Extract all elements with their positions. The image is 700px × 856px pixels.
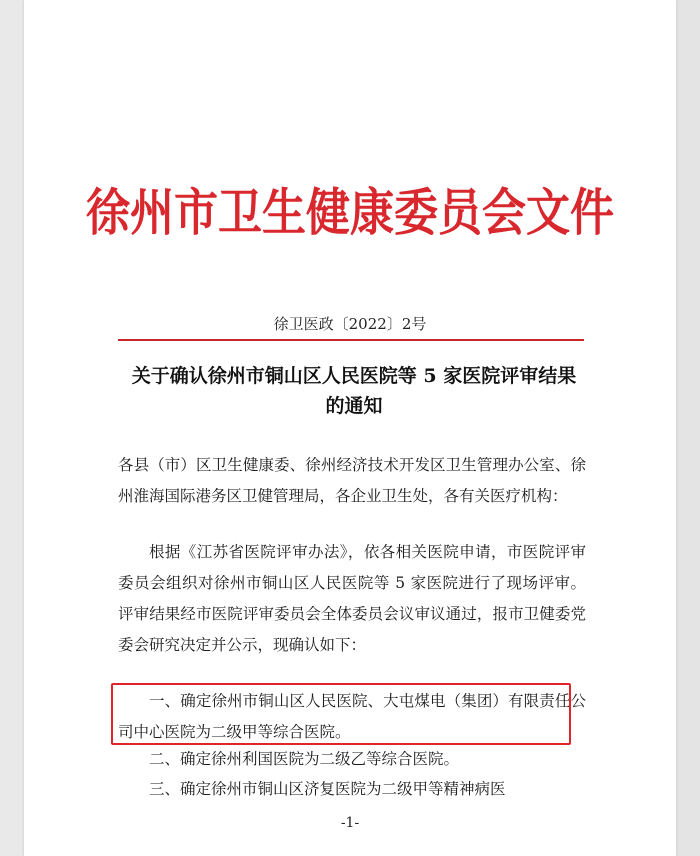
highlight-box xyxy=(111,683,571,745)
notice-title: 关于确认徐州市铜山区人民医院等 5 家医院评审结果的通知 xyxy=(131,365,577,417)
document-page xyxy=(24,0,676,856)
issuer-header: 徐州市卫生健康委员会文件 xyxy=(86,183,614,243)
background-edge xyxy=(676,0,700,856)
red-divider xyxy=(118,339,584,341)
body-paragraph: 根据《江苏省医院评审办法》，依各相关医院申请，市医院评审委员会组织对徐州市铜山区人民医院等 5 家医院进行了现场评审。评审结果经市医院评审委员会全体委员会议审议通过，报市卫健委党委会研究决定并公示，现确认如下： xyxy=(118,543,586,654)
document-number: 徐卫医政〔2022〕2号 xyxy=(273,315,427,333)
list-item: 一、确定徐州市铜山区人民医院、大屯煤电（集团）有限责任公司中心医院为二级甲等综合医院。 xyxy=(118,692,586,741)
addressee-paragraph: 各县（市）区卫生健康委、徐州经济技术开发区卫生管理办公室、徐州淮海国际港务区卫健管理局，各企业卫生处，各有关医疗机构： xyxy=(118,456,586,505)
list-item: 二、确定徐州利国医院为二级乙等综合医院。 xyxy=(149,750,460,768)
list-item: 三、确定徐州市铜山区济复医院为二级甲等精神病医 xyxy=(149,780,506,798)
page-number: -1- xyxy=(340,815,360,831)
